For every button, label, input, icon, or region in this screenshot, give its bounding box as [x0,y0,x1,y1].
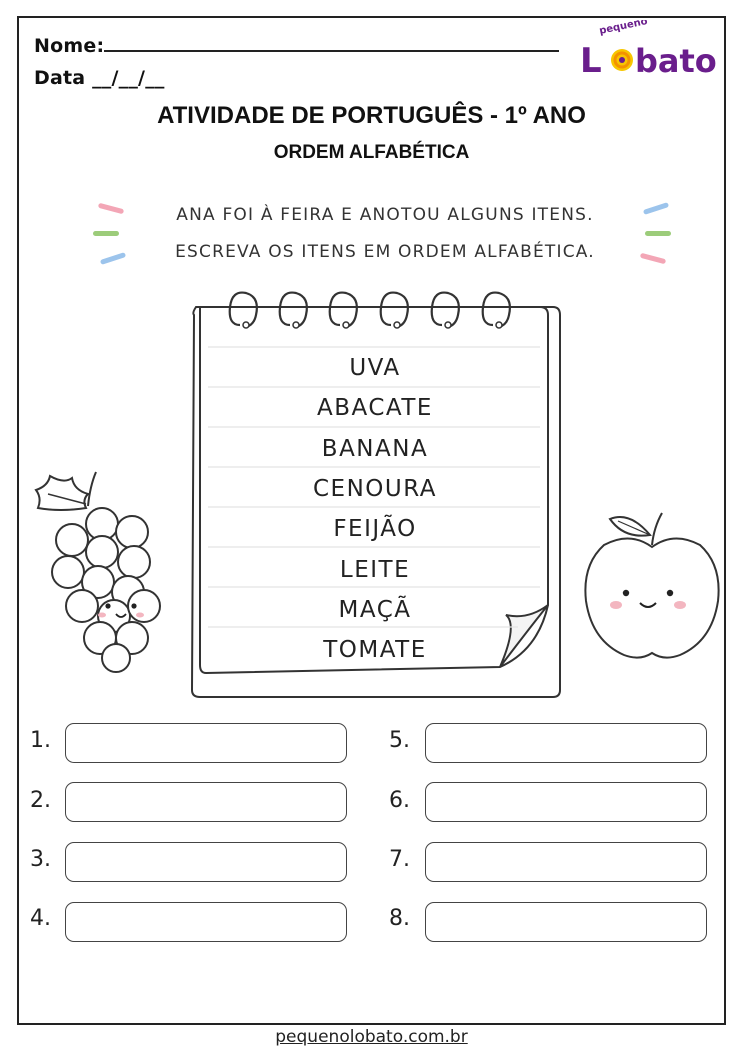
instruction-line-1: ANA FOI À FEIRA E ANOTOU ALGUNS ITENS. [176,205,594,225]
grape-icon [30,468,170,673]
answer-box[interactable] [65,782,347,822]
answer-box[interactable] [65,723,347,763]
answer-box[interactable] [425,902,707,942]
answer-box[interactable] [425,842,707,882]
instruction-line-2: ESCREVA OS ITENS EM ORDEM ALFABÉTICA. [175,242,595,262]
date-label: Data __/__/__ [34,67,165,89]
answer-number: 7. [389,847,410,872]
answer-number: 2. [30,788,51,813]
answer-box[interactable] [425,782,707,822]
svg-text:L: L [580,41,602,80]
notebook-item: FEIJÃO [333,516,417,542]
answer-number: 3. [30,847,51,872]
decor-dash [93,231,119,236]
notebook-item: ABACATE [317,395,433,421]
date-field [34,67,165,89]
notebook-item: MAÇÃ [338,597,412,623]
page-title: ATIVIDADE DE PORTUGUÊS - 1º ANO [157,102,586,129]
answer-number: 4. [30,906,51,931]
notebook-item: BANANA [321,436,429,462]
logo-small-text: pequeno [598,20,649,37]
name-field [34,33,559,57]
notebook-item: LEITE [339,557,411,583]
notebook-item: UVA [349,355,401,381]
apple-icon [580,505,725,665]
notebook-item: TOMATE [323,637,427,663]
footer-website-link[interactable]: pequenolobato.com.br [275,1027,468,1047]
answer-box[interactable] [425,723,707,763]
answer-number: 5. [389,728,410,753]
name-line[interactable] [104,33,559,52]
answer-number: 8. [389,906,410,931]
answer-number: 6. [389,788,410,813]
svg-text:bato: bato [635,42,717,80]
decor-dash [645,231,671,236]
answer-box[interactable] [65,902,347,942]
answer-number: 1. [30,728,51,753]
answer-box[interactable] [65,842,347,882]
notebook-item: CENOURA [312,476,438,502]
name-label: Nome: [34,35,105,57]
pequeno-lobato-logo [578,20,718,80]
page-subtitle: ORDEM ALFABÉTICA [273,142,470,163]
